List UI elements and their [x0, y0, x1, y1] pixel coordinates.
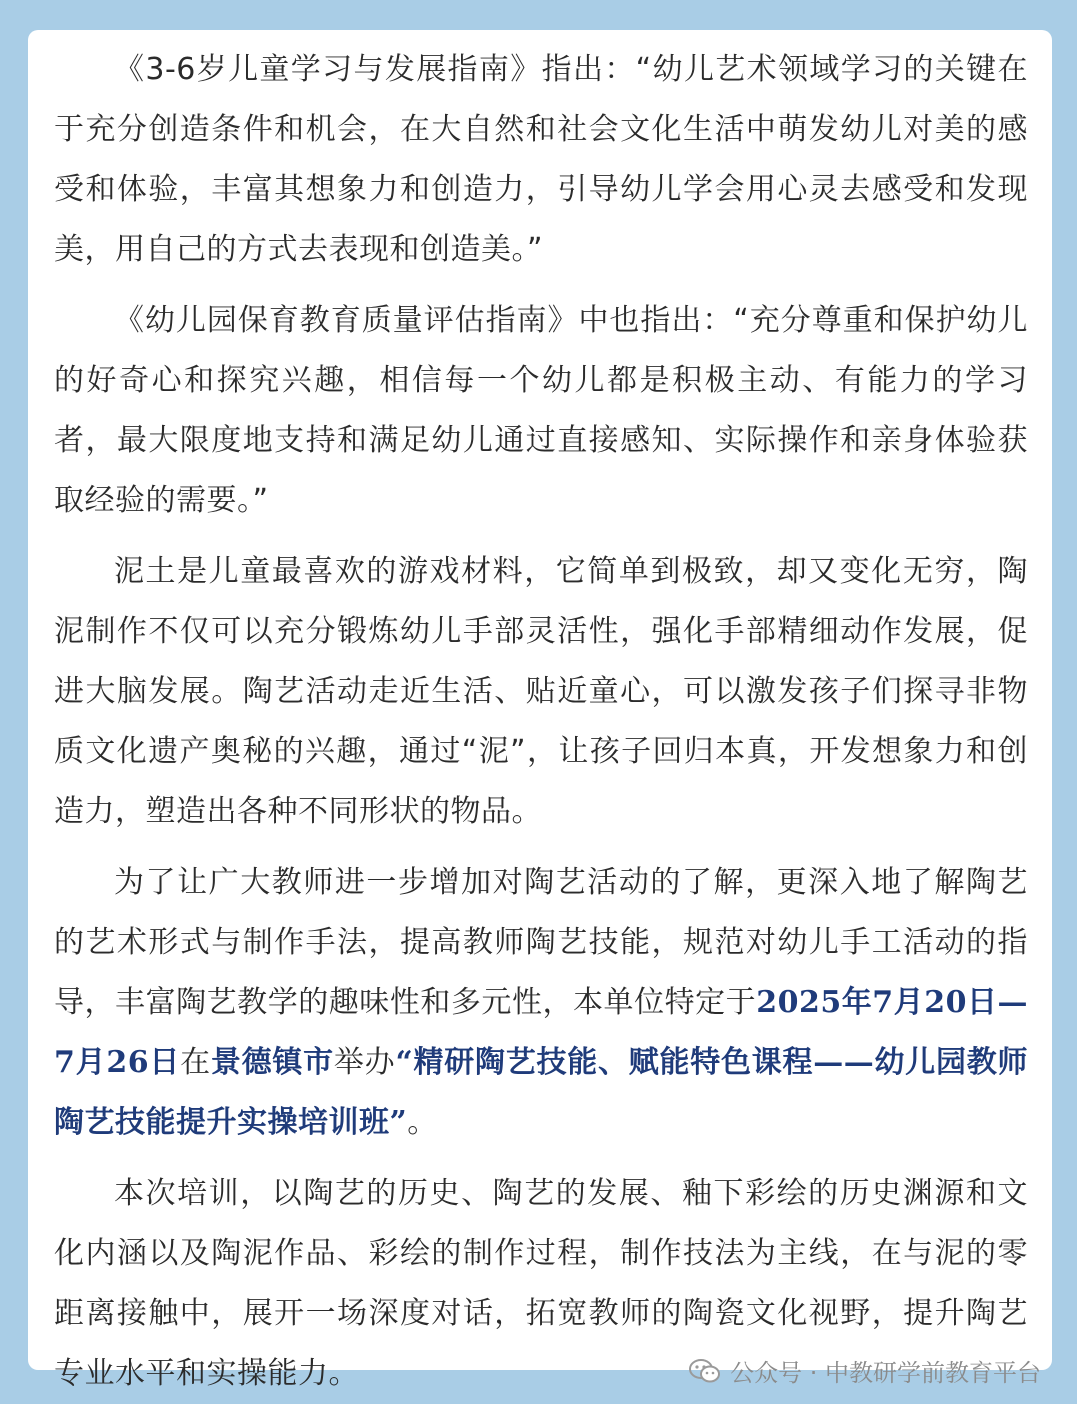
highlight-text: 景德镇市 [210, 1045, 334, 1080]
paragraph-text: 《幼儿园保育教育质量评估指南》中也指出：“充分尊重和保护幼儿的好奇心和探究兴趣，相信每一个幼儿都是积极主动、有能力的学习者，最大限度地支持和满足幼儿通过直接感知、实际操作和亲身体验获取经验的需要。” [54, 303, 1028, 518]
paragraph-2 [54, 291, 1028, 531]
paragraph-text: 。 [407, 1105, 438, 1140]
paragraph-1 [54, 40, 1028, 280]
watermark [688, 1353, 1041, 1388]
paragraph-text: 本次培训，以陶艺的历史、陶艺的发展、釉下彩绘的历史渊源和文化内涵以及陶泥作品、彩绘的制作过程，制作技法为主线，在与泥的零距离接触中，展开一场深度对话，拓宽教师的陶瓷文化视野，提升陶艺专业水平和实操能力。 [54, 1176, 1028, 1391]
paragraph-4 [54, 853, 1028, 1153]
highlight-text: 2025年7月20日—7月26日 [54, 985, 1029, 1080]
paragraph-text: 举办 [333, 1045, 396, 1080]
paragraph-text: 泥土是儿童最喜欢的游戏材料，它简单到极致，却又变化无穷，陶泥制作不仅可以充分锻炼幼儿手部灵活性，强化手部精细动作发展，促进大脑发展。陶艺活动走近生活、贴近童心，可以激发孩子们探寻非物质文化遗产奥秘的兴趣，通过“泥”，让孩子回归本真，开发想象力和创造力，塑造出各种不同形状的物品。 [54, 554, 1028, 829]
watermark-label: 公众号 · 中教研学前教育平台 [730, 1359, 1041, 1387]
paragraph-3 [54, 542, 1028, 842]
paragraph-text: 为了让广大教师进一步增加对陶艺活动的了解，更深入地了解陶艺的艺术形式与制作手法，提高教师陶艺技能，规范对幼儿手工活动的指导，丰富陶艺教学的趣味性和多元性，本单位特定于 [54, 865, 1028, 1020]
paragraph-text: 《3-6岁儿童学习与发展指南》指出：“幼儿艺术领域学习的关键在于充分创造条件和机会，在大自然和社会文化生活中萌发幼儿对美的感受和体验，丰富其想象力和创造力，引导幼儿学会用心灵去感受和发现美，用自己的方式去表现和创造美。” [54, 52, 1028, 267]
highlight-text: “精研陶艺技能、赋能特色课程——幼儿园教师陶艺技能提升实操培训班” [54, 1045, 1029, 1140]
paragraph-text: 在 [180, 1045, 211, 1080]
wechat-icon [688, 1357, 722, 1385]
article-body [54, 40, 1028, 1404]
